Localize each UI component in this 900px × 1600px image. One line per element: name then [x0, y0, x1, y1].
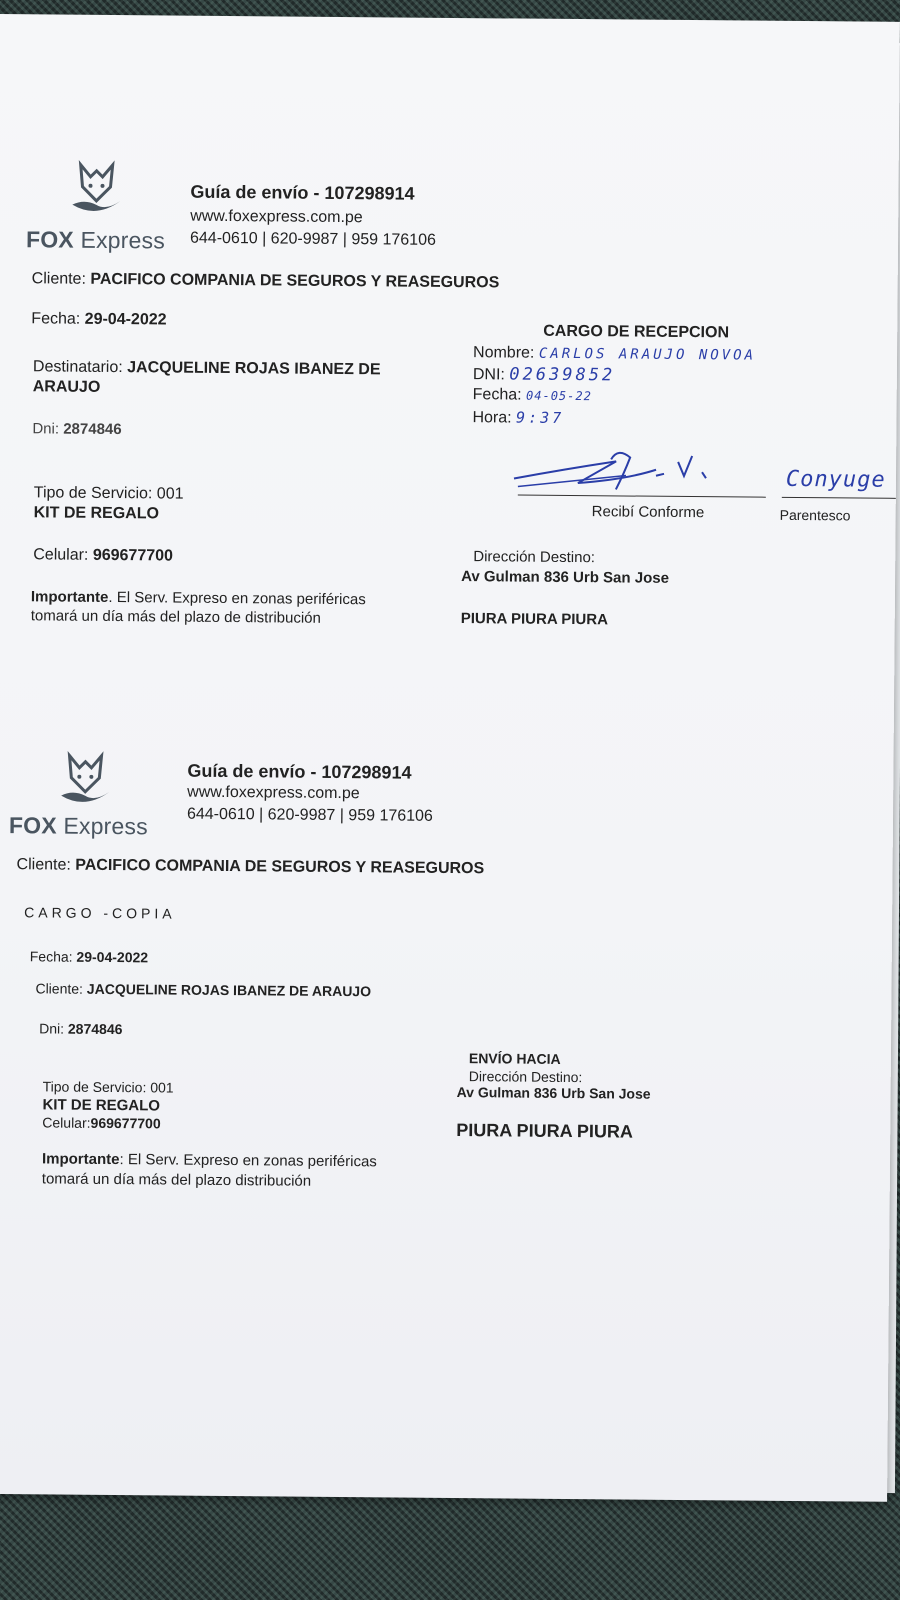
brand-rest: Express	[73, 226, 166, 254]
celular-label: Celular:	[33, 546, 89, 564]
importante-line2-copy: tomará un día más del plazo distribución	[41, 1170, 312, 1190]
dni-label-copy: Dni:	[39, 1020, 65, 1037]
document-sheet	[0, 14, 900, 1502]
cargo-copia-label: CARGO -COPIA	[24, 904, 176, 922]
destinatario-line1: JACQUELINE ROJAS IBANEZ DE	[127, 359, 381, 379]
phones-copy: 644-0610 | 620-9987 | 959 176106	[186, 805, 433, 825]
nombre-label: Nombre:	[472, 344, 535, 362]
dni-row	[32, 420, 121, 438]
phones: 644-0610 | 620-9987 | 959 176106	[189, 229, 436, 249]
direccion-value-copy: Av Gulman 836 Urb San Jose	[456, 1084, 651, 1102]
dni-value: 2874846	[63, 420, 122, 439]
signature-drawing	[506, 438, 747, 500]
tipo-servicio: Tipo de Servicio: 001	[33, 484, 184, 503]
fecha-row-copy	[30, 948, 148, 965]
brand-rest-copy: Express	[56, 812, 148, 840]
nombre-handwritten: CARLOS ARAUJO NOVOA	[538, 345, 757, 364]
destinatario-row	[33, 358, 381, 379]
fecha-value: 29-04-2022	[84, 310, 167, 329]
kit-label-copy: KIT DE REGALO	[42, 1096, 161, 1115]
envio-hacia: ENVÍO HACIA	[468, 1050, 561, 1067]
fecha-value-copy: 29-04-2022	[76, 948, 149, 966]
website-copy: www.foxexpress.com.pe	[187, 783, 360, 803]
fox-logo-icon-copy	[55, 750, 116, 811]
brand-bold: FOX	[25, 226, 75, 253]
brand-logo	[26, 226, 165, 254]
dni2-handwritten: 02639852	[509, 364, 616, 386]
celular-value: 969677700	[92, 546, 174, 565]
kit-label: KIT DE REGALO	[33, 504, 160, 523]
direccion-label: Dirección Destino:	[473, 548, 596, 567]
ciudad-copy: PIURA PIURA PIURA	[456, 1120, 634, 1142]
cliente2-value: JACQUELINE ROJAS IBANEZ DE ARAUJO	[86, 980, 372, 1000]
hora-label: Hora:	[472, 409, 512, 427]
website: www.foxexpress.com.pe	[190, 207, 363, 227]
direccion-label-copy: Dirección Destino:	[468, 1068, 583, 1086]
destinatario-line2: ARAUJO	[32, 378, 101, 396]
cargo-title: CARGO DE RECEPCION	[543, 322, 730, 342]
cliente-row-copy	[16, 856, 484, 878]
fecha-row	[31, 310, 166, 329]
dni-label: Dni:	[32, 420, 60, 438]
cliente-row	[32, 270, 500, 292]
guide-title: Guía de envío - 107298914	[190, 181, 415, 204]
fecha-label: Fecha:	[31, 310, 81, 328]
fecha2-label: Fecha:	[472, 386, 522, 404]
nombre-row	[473, 344, 756, 364]
parentesco-label: Parentesco	[779, 506, 851, 524]
cliente-label: Cliente:	[31, 270, 87, 288]
importante-line1	[31, 588, 366, 608]
hora-row	[472, 408, 564, 428]
dni-value-copy: 2874846	[67, 1020, 123, 1038]
celular-value-copy: 969677700	[90, 1114, 161, 1132]
ciudad: PIURA PIURA PIURA	[460, 610, 609, 629]
importante-bold: Importante	[30, 588, 109, 606]
brand-logo-copy	[9, 812, 148, 840]
cliente2-row	[35, 980, 371, 999]
hora-handwritten: 9:37	[515, 408, 565, 427]
fox-logo-icon	[66, 159, 127, 220]
destinatario-label: Destinatario:	[32, 358, 123, 377]
cliente-label-copy: Cliente:	[16, 856, 71, 874]
direccion-value: Av Gulman 836 Urb San Jose	[461, 568, 670, 587]
fecha-label-copy: Fecha:	[29, 948, 73, 965]
fecha2-handwritten: 04-05-22	[526, 388, 592, 404]
dni2-row	[473, 364, 616, 385]
importante-text: . El Serv. Expreso en zonas periféricas	[108, 588, 366, 609]
tipo-servicio-copy: Tipo de Servicio: 001	[42, 1078, 174, 1096]
celular-row	[33, 546, 173, 565]
cliente-value-copy: PACIFICO COMPANIA DE SEGUROS Y REASEGUROS	[75, 856, 485, 878]
dni-row-copy	[39, 1020, 122, 1037]
brand-bold-copy: FOX	[8, 812, 57, 839]
cliente-value: PACIFICO COMPANIA DE SEGUROS Y REASEGUROS	[90, 270, 500, 292]
guide-title-copy: Guía de envío - 107298914	[187, 760, 412, 783]
celular-row-copy	[42, 1114, 160, 1131]
dni2-label: DNI:	[472, 366, 505, 384]
recibi-label: Recibí Conforme	[591, 503, 705, 522]
fecha2-row	[473, 386, 592, 405]
parentesco-line	[782, 497, 896, 499]
importante-text-copy: : El Serv. Expreso en zonas periféricas	[119, 1151, 377, 1171]
importante-line1-copy	[42, 1150, 377, 1170]
importante-line2: tomará un día más del plazo de distribución	[30, 607, 321, 627]
parentesco-handwritten: Conyuge	[785, 466, 886, 493]
cliente2-label: Cliente:	[35, 980, 84, 997]
celular-label-copy: Celular:	[42, 1114, 91, 1131]
importante-bold-copy: Importante	[41, 1150, 120, 1169]
